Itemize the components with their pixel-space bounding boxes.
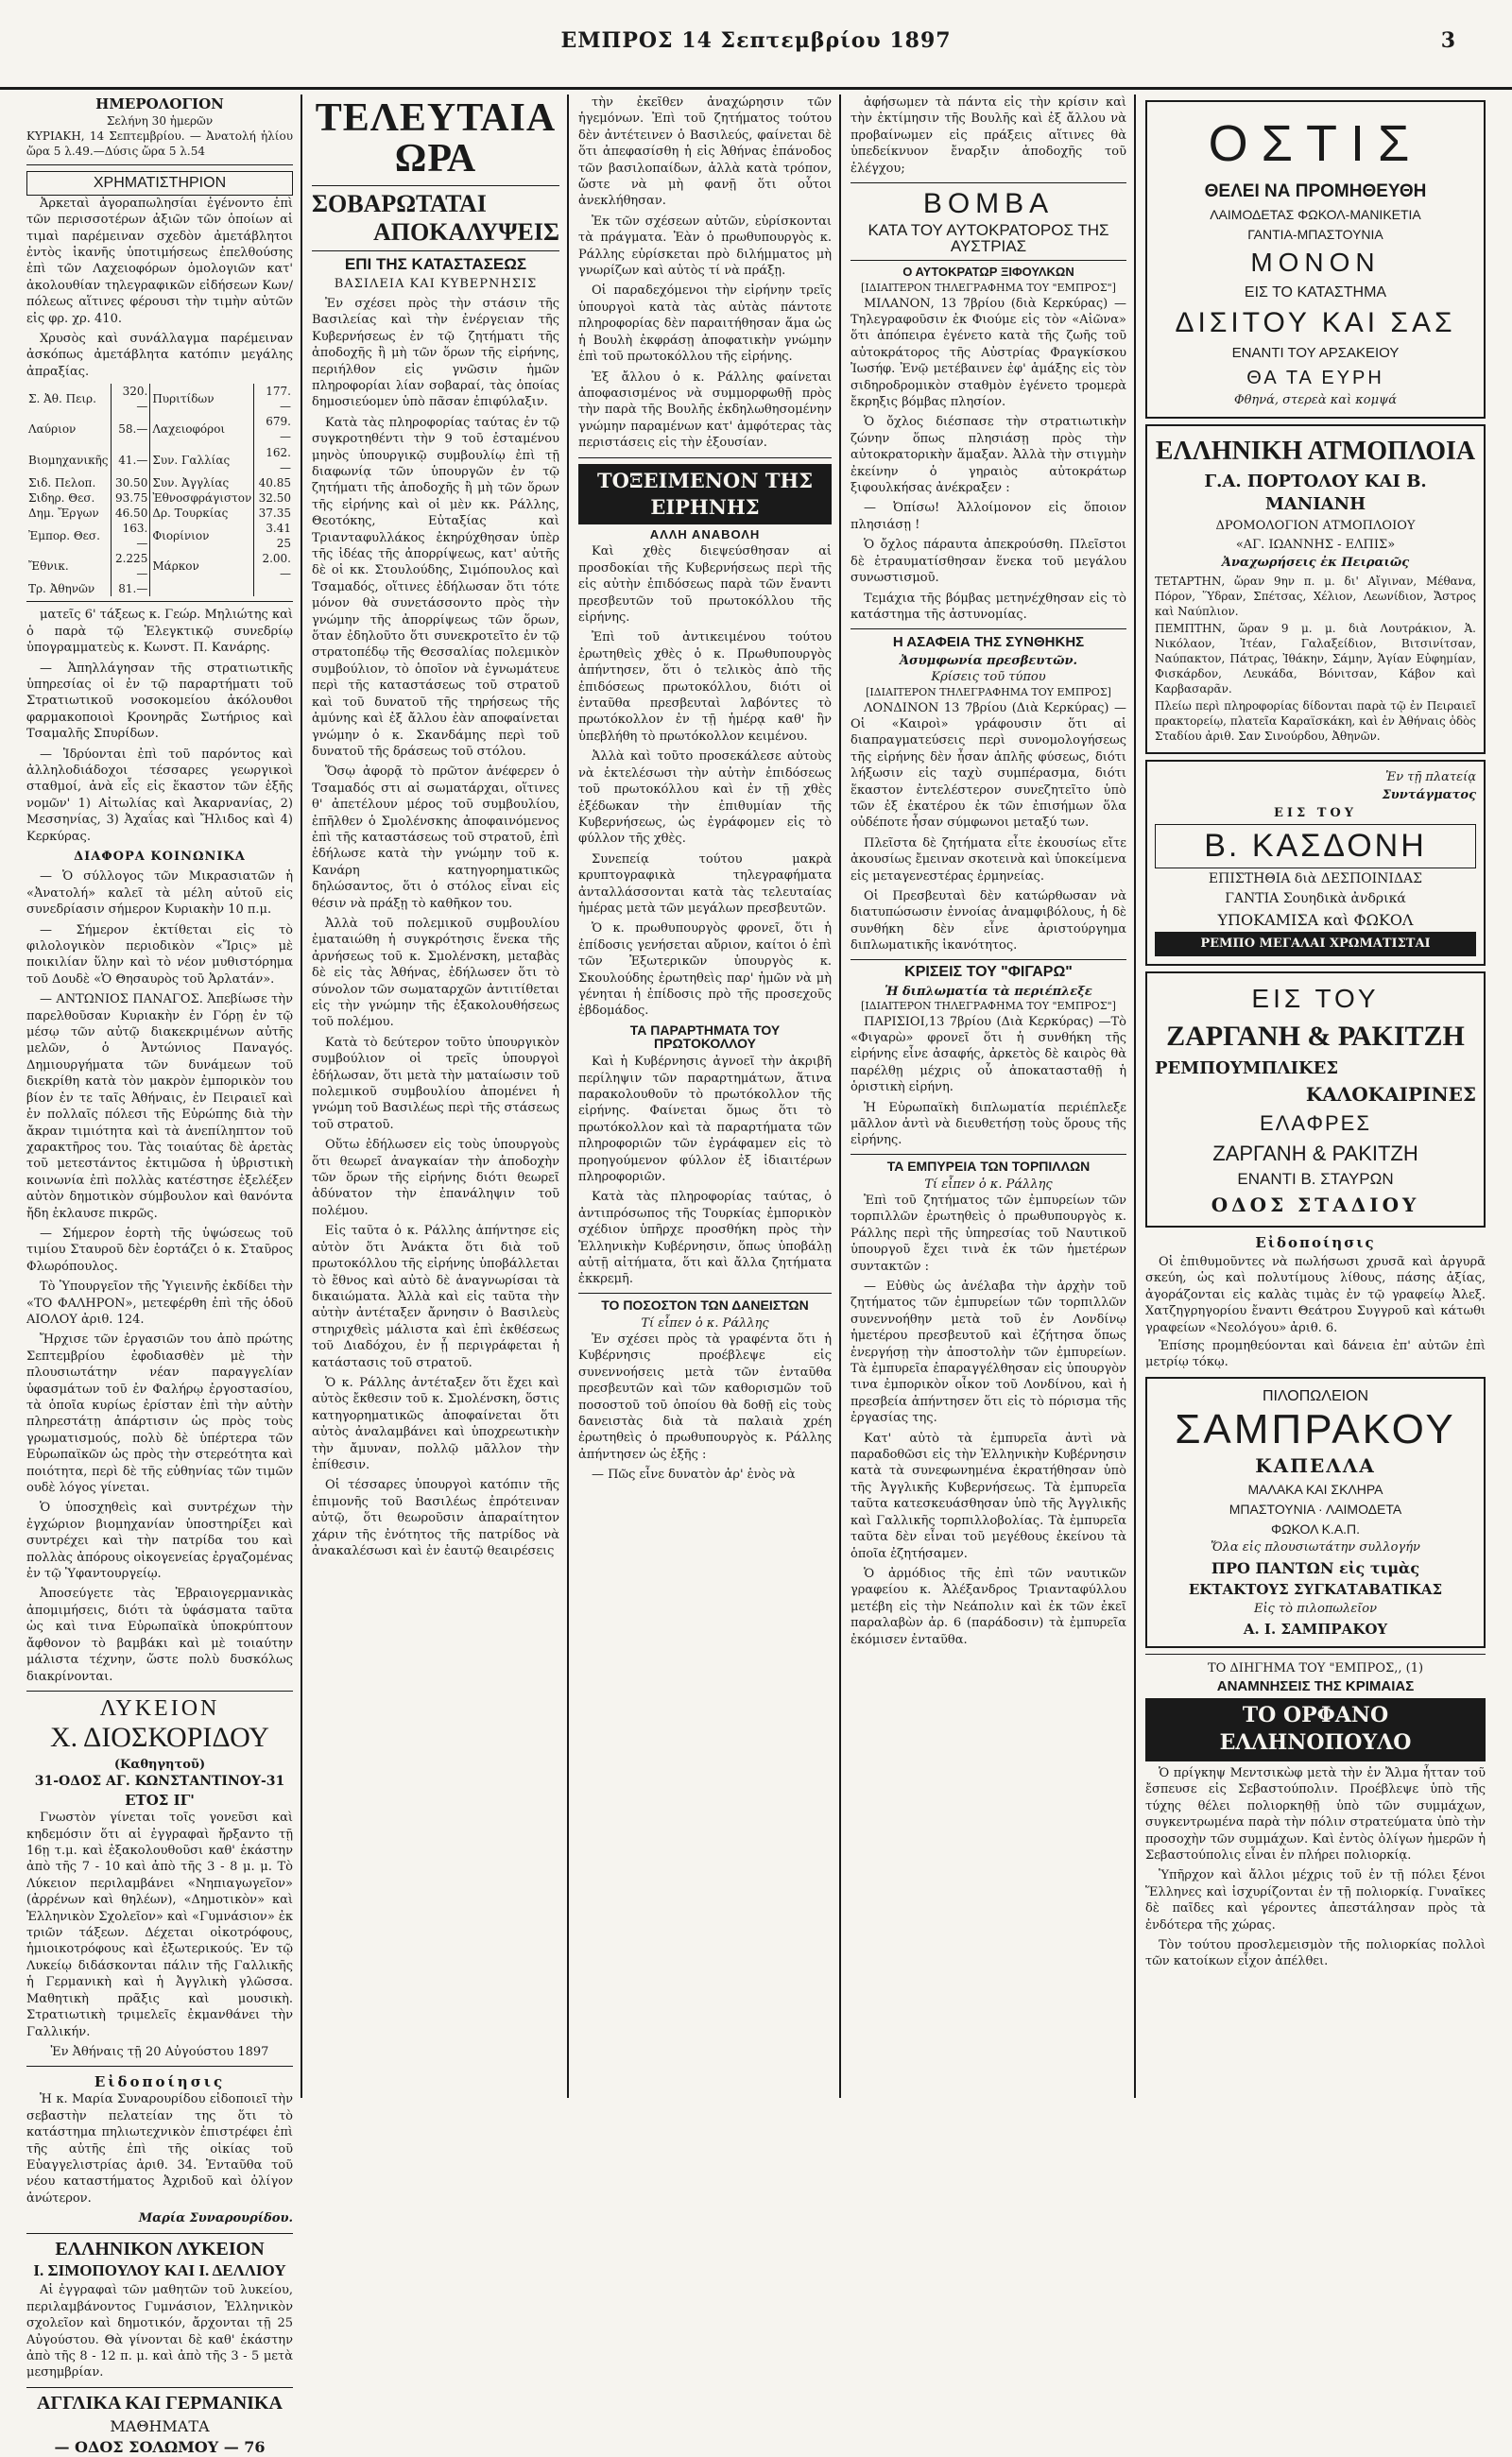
exchange-price: 320.—	[111, 384, 150, 414]
lyceum-text: Γνωστὸν γίνεται τοῖς γονεῦσι καὶ κηδεμόσιν ὅτι αἱ ἐγγραφαὶ ἤρξαντο τῇ 16ῃ τ.μ. καὶ ἐξακολουθοῦσι καθ' ἑκάστην ἀπὸ τῆς 7 - 10 καὶ ἀπὸ τῆς 3 - 8 μ. μ. Τὸ Λύκειον περιλαμβάνει «Νηπιαγωγεῖον» (ἀρρένων καὶ θηλέων), «Δημοτικὸν» καὶ Ἑλληνικὸν Σχολεῖον» καὶ «Γυμνάσιον» ἐκ τριῶν τάξεων. Δέχεται οἰκοτρόφους, ἡμιοικοτρόφους καὶ ἐξωτερικούς. Ἐν τῷ Λυκείῳ διδάσκονται πάλιν τῆς Γαλλικῆς ἡ Γερμανικὴ καὶ ἡ Ἀγγλικὴ γλῶσσα. Μαθητικὴ πρᾶξις καὶ μουσικὴ. Στρατιωτικὴ τριμελεῖς ἐκμανθάνει τὴν Γαλλικήν.	[26, 1811, 294, 2039]
exchange-security: Δρ. Τουρκίας	[150, 506, 254, 521]
exchange-after: ματεῖς 6' τάξεως κ. Γεώρ. Μηλιώτης καὶ ὁ παρὰ τῷ Ἐλεγκτικῷ συνεδρίῳ ὑπογραμματεὺς κ. Κωνστ. Π. Κανάρης.	[26, 608, 293, 656]
osti-l10: Φθηνά, στερεὰ καὶ κομψά	[1233, 393, 1398, 408]
figaro-heading: ΚΡΙΣΕΙΣ ΤΟΥ "ΦΙΓΑΡΩ"	[904, 963, 1073, 980]
samprakou-l8: ΠΡΟ ΠΑΝΤΩΝ εἰς τιμὰς	[1211, 1558, 1420, 1577]
col3-para-4: Ἐξ ἄλλου ὁ κ. Ράλλης φαίνεται ἀποφασισμένος νὰ συμμορφωθῇ πρὸς τὴν παρὰ τῆς Βουλῆς ἐκδηλωθησομένην γνώμην παραμένων κατ' ἀμφότερας τὰς περιστάσεις εἰς τὴν ἐξουσίαν.	[578, 369, 832, 451]
peace-text-heading: ΤΟΞΕΙΜΕΝΟΝ ΤΗΣ ΕΙΡΗΝΗΣ	[578, 464, 832, 524]
ship-l3: ΔΡΟΜΟΛΟΓΙΟΝ ΑΤΜΟΠΛΟΙΟΥ	[1215, 519, 1416, 534]
osti-l7: ΔΙΣΙΤΟΥ ΚΑΙ ΣΑΣ	[1175, 307, 1456, 339]
exchange-security: Συν. Ἀγγλίας	[150, 475, 254, 490]
zargani-l8: ΟΔΟΣ ΣΤΑΔΙΟΥ	[1211, 1193, 1420, 1216]
exchange-price: 93.75	[111, 490, 150, 506]
lyceum-year: ΕΤΟΣ ΙΓ'	[125, 1792, 195, 1810]
exchange-price: 3.41 25	[266, 521, 291, 551]
creditors-heading: ΤΟ ΠΟΣΟΣΤΟΝ ΤΩΝ ΔΑΝΕΙΣΤΩΝ	[601, 1297, 809, 1313]
samprakou-l11: Α. Ι. ΣΑΜΠΡΑΚΟΥ	[1243, 1620, 1388, 1638]
lyceum-title: ΛΥΚΕΙΟΝ	[99, 1695, 220, 1721]
almanac-moon: Σελήνη 30 ἡμερῶν	[106, 114, 214, 129]
serious-heading: ΣΟΒΑΡΩΤΑΤΑΙ	[312, 189, 487, 217]
col3-para2-2: Ἐπὶ τοῦ ἀντικειμένου τούτου ἐρωτηθεὶς χθὲς ὁ κ. Πρωθυπουργὸς ἀπήντησεν, ὅτι ὁ τελικὸς ἀπὸ τῆς ἐπιδόσεως πρωτοκόλλου, διότι οἱ ἐνταῦθα πρεσβευταὶ λαβόντες τὸ πρωτόκολλον ἐν τῇ ἡμέρᾳ καθ' ἣν ὑπεβλήθη τὸ πρωτόκολλον κειμένου.	[578, 630, 832, 744]
exchange-security: Ἐμπορ. Θεσ.	[26, 521, 111, 551]
exchange-security: Ἐθνοσφράγιστον	[150, 490, 254, 506]
exchange-security: Φιορίνιον	[150, 521, 254, 551]
exchange-security: Συν. Γαλλίας	[150, 445, 254, 475]
osti-l6: ΕΙΣ ΤΟ ΚΑΤΑΣΤΗΜΑ	[1244, 284, 1387, 301]
diafora-heading: ΔΙΑΦΟΡΑ ΚΟΙΝΩΝΙΚΑ	[74, 850, 246, 865]
ship-text-3: Πλείω περὶ πληροφορίας δίδονται παρὰ τῷ ἐν Πειραιεῖ πρακτορείῳ, πλατεῖα Καραϊσκάκη, καὶ ἐν Ἀθήναις ὁδὸς Σταδίου ἀριθ. Σαν Σινούρδου, Ἀθηνῶν.	[1155, 699, 1476, 744]
kasdoni-l1: Ἐν τῇ πλατείᾳ	[1385, 769, 1476, 784]
col3-para-3: Οἱ παραδεχόμενοι τὴν εἰρήνην τρεῖς ὑπουργοὶ κατὰ τὰς αὐτὰς πάντοτε πληροφορίας δὲν παραιτήθησαν ἅμα ὡς ἡ Βουλὴ ἐκφράσῃ ἀποφατικὴν γνώμην ἐπὶ τοῦ πρωτοκόλλου τῆς εἰρήνης.	[578, 284, 832, 365]
col2-para-4: Ἀλλὰ τοῦ πολεμικοῦ συμβουλίου ἐματαιώθη ἡ συγκρότησις ἕνεκα τῆς ἀρνήσεως τοῦ κ. Σμολένσκη, μεταβὰς δὲ εἰς τὰς Ἀθήνας, ἐδήλωσεν ὅτι τὸ σύνολον τῶν σωματαρχῶν ἀντιτίθεται εἰς τὴν γνώμην τῆς ἐξακολουθήσεως τοῦ πολέμου.	[312, 916, 559, 1030]
lyceum2-text: Αἱ ἐγγραφαὶ τῶν μαθητῶν τοῦ λυκείου, περιλαμβάνοντος Γυμνάσιον, Ἑλληνικὸν σχολεῖον καὶ δημοτικόν, ἄρχονται τῇ 25 Αὐγούστου. Θὰ γίνονται δὲ καθ' ἑκάστην ἀπὸ τῆς 8 - 12 π. μ. καὶ ἀπὸ τῆς 3 - 5 μετὰ μεσημβρίαν.	[26, 2283, 293, 2380]
story-kicker: ΤΟ ΔΙΗΓΗΜΑ ΤΟΥ "ΕΜΠΡΟΣ,, (1)	[1207, 1660, 1424, 1675]
column-5-ads	[1138, 94, 1493, 2098]
samprakou-l4: ΜΑΛΑΚΑ ΚΑΙ ΣΚΛΗΡΑ	[1247, 1482, 1383, 1498]
notice-sign: Μαρία Συναρουρίδου.	[138, 2211, 293, 2226]
torpedo-heading: ΤΑ ΕΜΠΥΡΕΙΑ ΤΩΝ ΤΟΡΠΙΛΛΩΝ	[886, 1158, 1091, 1174]
ad-kasdoni	[1145, 760, 1486, 966]
col3-para2-3: Ἀλλὰ καὶ τοῦτο προσεκάλεσε αὐτοὺς νὰ ἐκτελέσωσι τὴν αὐτὴν ἐπιδόσεως τοῦ πρωτοκόλλου καὶ ἐν τῇ χθὲς ἐξέδωκαν τὴν ἐπιθυμίαν τῆς Κυβερνήσεως, ὡς ἐγράφομεν εἰς τὸ φύλλον τῆς χθὲς.	[578, 749, 832, 847]
exchange-gold: Χρυσὸς καὶ συνάλλαγμα παρέμειναν ἀσκόπως ἀμετάβλητα κατόπιν μεγάλης ἀπραξίας.	[26, 332, 293, 379]
exchange-security: Βιομηχανικῆς	[26, 445, 111, 475]
exchange-security: Σ. Ἀθ. Πειρ.	[26, 384, 111, 414]
zargani-l4: ΚΑΛΟΚΑΙΡΙΝΕΣ	[1305, 1083, 1476, 1107]
col3-para4-1: Ἐν σχέσει πρὸς τὰ γραφέντα ὅτι ἡ Κυβέρνησις προέβλεψε εἰς συνεννοήσεις μετὰ τῶν ἐνταῦθα πρεσβευτῶν καὶ τῶν καθορισμῶν τοῦ ποσοστοῦ τοῦ ὁποίου θὰ δοθῇ εἰς τοὺς δανειστὰς διὰ τὰ παλαιὰ χρέη ἐρωτηθεὶς ὁ πρωθυπουργὸς κ. Ράλλης ἀπήντησεν ὡς ἑξῆς :	[578, 1332, 832, 1462]
exchange-intro: Ἀρκεταὶ ἀγοραπωλησίαι ἐγένοντο ἐπὶ τῶν περισσοτέρων ἀξιῶν τῶν ὁποίων αἱ τιμαὶ παρέμειναν σχεδὸν ἀμετάβλητοι ἐντὸς ἱκανῆς ὑποτιμήσεως ἐπελθούσης ἐπὶ τῶν Λαχειοφόρων ὁμολογιῶν κατ' ἀκολουθίαν τηλεγραφικῶν εἰδήσεων Κων/πόλεως αἵτινες φέρουσι τὴν τιμὴν αὐτῶν εἰς φρ. χρ. 410.	[26, 196, 293, 326]
column-2	[304, 94, 569, 2098]
col3-para3-2: Κατὰ τὰς πληροφορίας ταύτας, ὁ ἀντιπρόσωπος τῆς Τουρκίας ἐμπορικὸν σχέδιον ὑπῆρχε προσθήκη πρὸς τὴν Ἑλληνικὴν Κυβέρνησιν, ὅπως ὑποβάλῃ αὐτῇ αἰτήματα, ὅτι καὶ ἄλλα ζητήματα ἐκκρεμῆ.	[578, 1190, 832, 1287]
exchange-security: Πυριτίδων	[150, 384, 254, 414]
exchange-price: 40.85	[258, 475, 291, 490]
annexes-heading: ΤΑ ΠΑΡΑΡΤΗΜΑΤΑ ΤΟΥ ΠΡΩΤΟΚΟΛΛΟΥ	[629, 1022, 781, 1052]
col3-para2-4: Συνεπείᾳ τούτου μακρὰ κρυπτογραφικὰ τηλεγραφήματα ἀνταλλάσσονται κατὰ τὰς τελευταίας ἡμέρας μετὰ τῶν μεγάλων πρεσβευτῶν.	[578, 851, 832, 916]
samprakou-l1: ΠΙΛΟΠΩΛΕΙΟΝ	[1262, 1387, 1369, 1404]
figaro-sub: Ἡ διπλωματία τὰ περιέπλεξε	[885, 984, 1092, 999]
ship-l5: Ἀναχωρήσεις ἐκ Πειραιῶς	[1221, 556, 1410, 571]
exchange-price: 163.—	[111, 521, 150, 551]
exchange-security: Λαύριον	[26, 414, 111, 444]
col3-para4-2: — Πῶς εἶνε δυνατὸν ἀρ' ἑνὸς νὰ	[592, 1468, 796, 1483]
diafora-para-7: Ὁ ὑποσχηθεὶς καὶ συντρέχων τὴν ἐγχώριον βιομηχανίαν ὑποστηρίξει καὶ συντρέχει καὶ τὴν πατρίδα του καὶ πολλὰς ἀπόρους οἰκογενείας ἐργαζομένας ἐν τῷ Ὑφαντουργείῳ.	[26, 1501, 293, 1582]
exchange-row	[26, 551, 293, 581]
bomb-heading: ΒΟΜΒΑ	[922, 188, 1055, 220]
osti-l9: ΘΑ ΤΑ ΕΥΡΗ	[1246, 367, 1384, 388]
zargani-l1: ΕΙΣ ΤΟΥ	[1251, 983, 1380, 1013]
delay-heading: ΑΛΛΗ ΑΝΑΒΟΛΗ	[649, 526, 761, 541]
col3-para2-5: Ὁ κ. πρωθυπουργὸς φρονεῖ, ὅτι ἡ ἐπίδοσις γενήσεται αὔριον, καίτοι ὁ ἐπὶ τῶν Ἐξωτερικῶν ὑπουργὸς κ. Σκουλούδης ἐρωτηθεὶς παρ' ἡμῶν νὰ μὴ γένηται ἡ ἐπίδοσις πρὸ τῆς προσεχοῦς ἑβδομάδος.	[578, 921, 832, 1019]
samprakou-l7: Ὅλα εἰς πλουσιωτάτην συλλογήν	[1211, 1540, 1420, 1555]
col4-para4-3: Κατ' αὐτὸ τὰ ἐμπυρεῖα ἀντὶ νὰ παραδοθῶσι εἰς τὴν Ἑλληνικὴν Κυβέρνησιν κατὰ τὰ συνεφωνημένα ἐκρατήθησαν ὑπὸ τῆς Ἀγγλικῆς Κυβερνήσεως. Τὰ ἐμπυρεῖα ταῦτα κατεσκευάσθησαν ὑπὸ τῆς Ἀγγλικῆς καὶ Γαλλικῆς τορπιλλοβολίας. Τὰ ἐμπυρεῖα ταῦτα δὲν εἶναι τοῦ μεγέθους ἐκείνου τὰ ὁποῖα ἐζητήσαμεν.	[850, 1431, 1126, 1561]
ad-gold-notice	[1145, 1233, 1486, 1371]
lyceum-role: (Καθηγητοῦ)	[113, 1757, 206, 1772]
col4-para2-2: Πλεῖστα δὲ ζητήματα εἶτε ἐκουσίως εἴτε ἀκουσίως ἔμειναν σκοτεινὰ καὶ ὑποκείμενα εἰς μεταγενεστέρας ἑρμηνείας.	[850, 835, 1126, 884]
kasdoni-l8: ΡΕΜΠΟ ΜΕΓΑΛΑΙ ΧΡΩΜΑΤΙΣΤΑΙ	[1155, 932, 1476, 955]
osti-l4: ΓΑΝΤΙΑ-ΜΠΑΣΤΟΥΝΙΑ	[1247, 226, 1383, 242]
diafora-para-5: Τὸ Ὑπουργεῖον τῆς Ὑγιεινῆς ἐκδίδει τὴν «ΤΟ ΦΑΛΗΡΟΝ», μετεφέρθη ἐπὶ τῆς ὁδοῦ ΑΙΟΛΟΥ ἀριθ. 124.	[26, 1280, 293, 1327]
samprakou-l3: ΚΑΠΕΛΛΑ	[1255, 1454, 1376, 1478]
ship-l2: Γ.Α. ΠΟΡΤΟΛΟΥ ΚΑΙ Β. ΜΑΝΙΑΝΗ	[1204, 472, 1427, 515]
story-para-3: Τὸν τούτου προσλεμεισμὸν τῆς πολιορκίας πολλοὶ τῶν κατοίκων εἶχον ἀπέλθει.	[1145, 1937, 1486, 1969]
exchange-price: 58.—	[111, 414, 150, 444]
diafora-para-6: Ἤρχισε τῶν ἐργασιῶν του ἀπὸ πρώτης Σεπτεμβρίου ἐφοδιασθὲν μὲ τὴν πλουσιωτάτην νέαν παραγγελίαν ὑφασμάτων τοῦ ἐν Φαλήρῳ ἐργοστασίου, τὰ ὁποῖα κυρίως ἐρίσταν ἐπὶ τὴν αὐτὴν πληρεστάτῃ ἀπάρτισιν ὡς πρὸς τοὺς γρωματισμούς, πολὺ δὲ ὑπέρτερα τῶν Εὐρωπαϊκῶν ὡς πρὸς τὴν στερεότητα καὶ ποιότητα, περὶ δὲ τῆς εὐθηνίας τῶν τιμῶν ουδὲ λόγος γίνεται.	[26, 1332, 293, 1496]
exchange-price: 81.—	[111, 581, 150, 596]
osti-l5: ΜΟΝΟΝ	[1250, 248, 1381, 278]
ad-steamship	[1145, 424, 1486, 754]
ship-text-1: ΤΕΤΑΡΤΗΝ, ὥραν 9ην π. μ. δι' Αἴγιναν, Μέθανα, Πόρον, Ὕδραν, Σπέτσας, Χέλιον, Λεωνίδιον, Ἄστρος καὶ Ναύπλιον.	[1155, 574, 1476, 618]
kasdoni-l2: Συντάγματος	[1382, 787, 1476, 802]
zargani-l3: ΡΕΜΠΟΥΜΠΛΙΚΕΣ	[1155, 1058, 1339, 1079]
samprakou-l10: Εἰς τὸ πιλοπωλεῖον	[1253, 1602, 1378, 1617]
treaty-tag: [ΙΔΙΑΙΤΕΡΟΝ ΤΗΛΕΓΡΑΦΗΜΑ ΤΟΥ ΕΜΠΡΟΣ]	[866, 685, 1111, 698]
exchange-price: 2.225—	[111, 551, 150, 581]
diafora-para-2: — Σήμερον ἐκτίθεται εἰς τὸ φιλολογικὸν περιοδικὸν «Ἴρις» μὲ ποικιλίαν ὕλην καὶ τὸ νέον μυθιστόρημα τοῦ Δουδὲ «Ὁ Θησαυρὸς τοῦ Ἀρλατάν».	[26, 922, 293, 987]
last-hour-heading: ΤΕΛΕΥΤΑΙΑ ΩΡΑ	[315, 96, 557, 180]
column-3	[571, 94, 841, 2098]
exchange-security: Σιδηρ. Θεσ.	[26, 490, 111, 506]
exchange-table	[26, 384, 293, 596]
almanac-heading: ΗΜΕΡΟΛΟΓΙΟΝ	[95, 95, 224, 112]
page-number: 3	[1440, 28, 1455, 53]
osti-title: ΟΣΤΙΣ	[1208, 115, 1423, 172]
ad-zargani	[1145, 971, 1486, 1228]
exchange-security: Ἔθνικ.	[26, 551, 111, 581]
exchange-price	[254, 581, 293, 596]
exchange-row	[26, 581, 293, 596]
col3-para2-1: Καὶ χθὲς διεψεύσθησαν αἱ προσδοκίαι τῆς Κυβερνήσεως περὶ τῆς εἰς αὐτὴν ἐπιδόσεως παρὰ τῶν ἔναντι πρεσβευτῶν τοῦ πρωτοκόλλου τῆς εἰρήνης.	[578, 544, 832, 626]
exchange-para-2: — Ἱδρύονται ἐπὶ τοῦ παρόντος καὶ ἀλληλοδιάδοχοι τέσσαρες γεωργικοὶ σταθμοί, ἀνὰ εἷς εἰς ἕκαστον τῶν ἑξῆς νομῶν' 1) Αἰτωλίας καὶ Ἀκαρνανίας, 2) Μεσσηνίας, 3) Ἀχαΐας καὶ Ἤλιδος καὶ 4) Κερκύρας.	[26, 747, 293, 844]
exchange-security	[150, 581, 254, 596]
col3-para-1: τὴν ἐκεῖθεν ἀναχώρησιν τῶν ἡγεμόνων. Ἐπὶ τοῦ ζητήματος τούτου δὲν ἀντέτεινεν ὁ Βασιλεύς, φαίνεται δὲ ὅτι ἀπεφασίσθη ἡ εἰς Ἀθήνας ἐπάνοδος τῶν βασιλοπαίδων, ἀλλὰ κατὰ τρόπον, ὥστε νὰ μὴ φανῇ ὅτι οὗτοι ἀνεκλήθησαν.	[578, 95, 832, 209]
kasdoni-l5: ΕΠΙΣΤΗΘΙΑ διὰ ΔΕΣΠΟΙΝΙΔΑΣ	[1208, 871, 1423, 887]
ship-l1: ΕΛΛΗΝΙΚΗ ΑΤΜΟΠΛΟΙΑ	[1155, 436, 1476, 466]
exchange-price: 177.—	[266, 385, 291, 414]
samprakou-l6: ΦΩΚΟΛ Κ.Α.Π.	[1270, 1521, 1361, 1537]
notice-text: Ἡ κ. Μαρία Συναρουρίδου εἰδοποιεῖ τὴν σεβαστὴν πελατείαν της ὅτι τὸ κατάστημα πηλιωτεχνικὸν ἐπιστρέφει ἐπὶ τῆς αὐτῆς ἐπὶ τῆς οἰκίας τοῦ Εὐαγγελιστρίας ἀριθ. 34. Ἐνταῦθα τοῦ νέου καταστήματος Ἀχριδοῦ καὶ ὀλίγον ἀνώτερον.	[26, 2092, 293, 2206]
english-sub: ΜΑΘΗΜΑΤΑ	[110, 2417, 210, 2436]
exchange-price: 679.—	[266, 415, 291, 444]
exchange-heading: ΧΡΗΜΑΤΙΣΤΗΡΙΟΝ	[26, 171, 293, 195]
samprakou-l5: ΜΠΑΣΤΟΥΝΙΑ · ΛΑΙΜΟΔΕΤΑ	[1228, 1501, 1402, 1517]
osti-l3: ΛΑΙΜΟΔΕΤΑΣ ΦΩΚΟΛ-ΜΑΝΙΚΕΤΙΑ	[1210, 206, 1421, 222]
zargani-l5: ΕΛΑΦΡΕΣ	[1260, 1111, 1371, 1136]
bomb-sub-heading: ΚΑΤΑ ΤΟΥ ΑΥΤΟΚΡΑΤΟΡΟΣ ΤΗΣ ΑΥΣΤΡΙΑΣ	[868, 220, 1109, 256]
bomb-tag: [ΙΔΙΑΙΤΕΡΟΝ ΤΗΛΕΓΡΑΦΗΜΑ ΤΟΥ "ΕΜΠΡΟΣ"]	[861, 281, 1116, 294]
treaty-heading: Η ΑΣΑΦΕΙΑ ΤΗΣ ΣΥΝΘΗΚΗΣ	[892, 634, 1085, 651]
gold-notice-text: Οἱ ἐπιθυμοῦντες νὰ πωλήσωσι χρυσᾶ καὶ ἀργυρᾶ σκεύη, ὡς καὶ πολυτίμους λίθους, πάσης ἀξίας, ἀγοράζονται εἰς καλὰς τιμὰς ἐν τῷ γραφείῳ Ἀλεξ. Χατζηγρηγορίου ἔναντι Θεάτρου Συγγροῦ καὶ κάτωθι γραφείων «Νεολόγου» ἀριθ. 6.	[1145, 1254, 1486, 1335]
col2-para-9: Οἱ τέσσαρες ὑπουργοὶ κατόπιν τῆς ἐπιμονῆς τοῦ Βασιλέως ἐπρότειναν αὐτῷ, ὅτι θεωροῦσιν ἀπαραίτητον χάριν τῆς ἐνότητος τῆς πατρίδος νὰ ἀνακαλέσωσι καὶ ἐν ἑαυτῷ θεαιρέσεις	[312, 1478, 559, 1558]
col4-para-0: ἀφήσωμεν τὰ πάντα εἰς τὴν κρίσιν καὶ τὴν ἐκτίμησιν τῆς Βουλῆς καὶ ἐξ ἄλλου νὰ προβαίνωμεν εἰς πράξεις αἵτινες θὰ ὑπεδείκνυον ἔναρξιν ἀποδοχῆς τοῦ ἐλέγχου;	[850, 95, 1126, 176]
diafora-para-8: Ἀποσεύγετε τὰς Ἑβραιογερμανικὰς ἀπομιμήσεις, διότι τὰ ὑφάσματα ταῦτα ὡς καὶ τινα Εὐρωπαϊκὰ ὑποκρύπτουν ἄφθονον τὸ βαμβάκι καὶ μὲ τοιαύτην μάλιστα τέχνην, ὥστε πολὺ δυσκόλως διακρίνονται.	[26, 1587, 293, 1684]
lyceum-date: Ἐν Ἀθήναις τῇ 20 Αὐγούστου 1897	[50, 2044, 269, 2059]
torpedo-sub: Τί εἶπεν ὁ κ. Ράλλης	[924, 1177, 1053, 1192]
exchange-security: Σιδ. Πελοπ.	[26, 475, 111, 490]
exchange-price: 2.00.—	[262, 552, 291, 581]
samprakou-l9: ΕΚΤΑΚΤΟΥΣ ΣΥΓΚΑΤΑΒΑΤΙΚΑΣ	[1188, 1581, 1443, 1599]
treaty-sub-1: Ἀσυμφωνία πρεσβευτῶν.	[899, 654, 1078, 669]
gold-notice-text-2: Ἐπίσης προμηθεύονται καὶ δάνεια ἐπ' αὐτῶν ἐπὶ μετρίῳ τόκῳ.	[1145, 1338, 1486, 1370]
exchange-row	[26, 445, 293, 475]
col2-para-1: Ἐν σχέσει πρὸς τὴν στάσιν τῆς Βασιλείας καὶ τὴν ἐνέργειαν τῆς Κυβερνήσεως ἐν τῷ ζητήματι τῆς ἀποδοχῆς ἢ μὴ τῶν ὅρων τῆς εἰρήνης, περιήλθον εἰς γνῶσιν ἡμῶν πληροφορίαι λίαν σοβαραί, τὰς ὁποίας δημοσιεύομεν ὑπὸ πᾶσαν ἐπιφύλαξιν.	[312, 296, 559, 410]
exchange-price: 30.50	[111, 475, 150, 490]
exchange-price: 46.50	[111, 506, 150, 521]
col4-para-end: Ὁ ἀρμόδιος τῆς ἐπὶ τῶν ναυτικῶν γραφείου κ. Ἀλέξανδρος Τριανταφύλλου μετέβη εἰς τὴν Νεάπολιν καὶ ἐκ τῶν ἐκεῖ παραλαβὼν ἀρ. 6 (παράδοσιν) τὰ ἐμπυρεῖα ἐκόμισεν ἐνταῦθα.	[850, 1566, 1126, 1647]
monarchy-heading: ΒΑΣΙΛΕΙΑ ΚΑΙ ΚΥΒΕΡΝΗΣΙΣ	[334, 276, 538, 291]
exchange-para-1: — Ἀπηλλάγησαν τῆς στρατιωτικῆς ὑπηρεσίας οἱ ἐν τῷ παραρτήματι τοῦ Στρατιωτικοῦ νοσοκομείου ἀκόλουθοι φαρμακοποιοὶ Κρονηρᾶς Σωτήριος καὶ Τσαμαλῆς Σπυρίδων.	[26, 661, 293, 742]
col2-para-6: Οὕτω ἐδήλωσεν εἰς τοὺς ὑπουργοὺς ὅτι θεωρεῖ ἀναγκαίαν τὴν ἀποδοχὴν τῶν ὅρων τῆς εἰρήνης διότι θεωρεῖ ἀδύνατον τὴν ἐπανάληψιν τοῦ πολέμου.	[312, 1138, 559, 1218]
exchange-price: 162.—	[266, 445, 291, 474]
story-heading: ΑΝΑΜΝΗΣΕΙΣ ΤΗΣ ΚΡΙΜΑΙΑΣ	[1216, 1678, 1415, 1695]
column-1	[19, 94, 302, 2456]
ship-text-2: ΠΕΜΠΤΗΝ, ὥραν 9 μ. μ. διὰ Λουτράκιον, Ἁ. Νικόλαον, Ἰτέαν, Γαλαξείδιον, Βιτσινίτσαν, Ναύπακτον, Πάτρας, Ἰθάκην, Σάμην, Ἁγίαν Εὐφημίαν, Φισκάρδον, Λευκάδα, Βόνιτσαν, Κάβον καὶ Καρβασαρᾶν.	[1155, 621, 1476, 696]
col3-para-2: Ἐκ τῶν σχέσεων αὐτῶν, εὑρίσκονται τὰ πράγματα. Ἐὰν ὁ πρωθυπουργὸς κ. Ράλλης εὑρίσκεται πρὸ διλήμματος μὴ γνωρίζων καὶ αὐτὸς τί νὰ πράξῃ.	[578, 214, 832, 279]
kasdoni-l3: ΕΙΣ ΤΟΥ	[1274, 806, 1357, 821]
diafora-para-1: — Ὁ σύλλογος τῶν Μικρασιατῶν ἡ «Ἀνατολή» καλεῖ τὰ μέλη αὐτοῦ εἰς συνεδρίασιν σήμερον Κυριακὴν 10 π.μ.	[26, 869, 293, 918]
exchange-row	[26, 521, 293, 551]
exchange-security: Λαχειοφόροι	[150, 414, 254, 444]
col4-para-2: Ὁ ὄχλος διέσπασε τὴν στρατιωτικὴν ζώνην ὅπως πλησιάσῃ πρὸς τὴν αὐτοκρατορικὴν ἅμαξαν. Ἀλλὰ τὴν στιγμὴν ἐκείνην ὁ γηραιὸς αὐτοκράτωρ ξιφουλκήσας ἀνέκραξεν :	[850, 415, 1126, 496]
english-address: — ΟΔΟΣ ΣΟΛΩΜΟΥ — 76	[54, 2437, 266, 2456]
col4-para4-1: Ἐπὶ τοῦ ζητήματος τῶν ἐμπυρείων τῶν τορπιλλῶν ἐρωτηθεὶς ὁ πρωθυπουργὸς κ. Ράλλης περὶ τῆς ὑπηρεσίας τοῦ Ναυτικοῦ ὑπουργοῦ ἔχει τινὰ ἐκ τῶν ἡμετέρων συντακτῶν :	[850, 1193, 1126, 1274]
lyceum2-name: Ι. ΣΙΜΟΠΟΥΛΟΥ ΚΑΙ Ι. ΔΕΛΛΙΟΥ	[33, 2261, 286, 2280]
story-para-2: Ὑπῆρχον καὶ ἄλλοι μέχρις τοῦ ἐν τῇ πόλει ξένοι Ἕλληνες καὶ ἰσχυρίζονται ἐν τῇ πολιορκίᾳ. Γυναῖκες δὲ παῖδες καὶ γέροντες ἀπεστάλησαν πρὸς τὰ ἐνδότερα τῆς χώρας.	[1145, 1868, 1486, 1933]
zargani-l2: ΖΑΡΓΑΝΗ & ΡΑΚΙΤΖΗ	[1166, 1021, 1465, 1053]
creditors-sub: Τί εἶπεν ὁ κ. Ράλλης	[641, 1315, 769, 1331]
story-para-1: Ὁ πρίγκηψ Μεντσικὼφ μετὰ τὴν ἐν Ἄλμα ἧτταν τοῦ ἔσπευσε εἰς Σεβαστούπολιν. Προέβλεψε ὑπὸ τῆς τύχης θέλει πολιορκηθῇ ὑπὸ τῶν συμμάχων, συγκεντρωμένα παρὰ τὴν πόλιν στρατεύματα ὑπὸ τὴν προσοχὴν τῶν συμμάχων. Καὶ ἐντὸς ὀλίγων ἡμερῶν ἡ Σεβαστούπολις εἶναι ἐν πλήρει πολιορκίᾳ.	[1145, 1765, 1486, 1863]
col2-para-8: Ὁ κ. Ράλλης ἀντέταξεν ὅτι ἔχει καὶ αὐτὸς ἔκθεσιν τοῦ κ. Σμολένσκη, ὅστις κατηγορηματικῶς ἀποφαίνεται ὅτι αὐτὸς ἀναλαμβάνει καὶ ὑποχρεωτικὴν τὴν ἄμυναν, πολλῷ μᾶλλον τὴν ἐπίθεσιν.	[312, 1375, 559, 1472]
zargani-l7: ΕΝΑΝΤΙ Β. ΣΤΑΥΡΩΝ	[1237, 1170, 1394, 1189]
col4-para-4: Ὁ ὄχλος πάραυτα ἀπεκρούσθη. Πλεῖστοι δὲ ἐτραυματίσθησαν ἕνεκα τοῦ μεγάλου συνωστισμοῦ.	[850, 538, 1126, 586]
treaty-sub-2: Κρίσεις τοῦ τύπου	[931, 670, 1046, 685]
osti-l8: ΕΝΑΝΤΙ ΤΟΥ ΑΡΣΑΚΕΙΟΥ	[1231, 345, 1400, 362]
notice-heading: Εἰδοποίησις	[94, 2073, 226, 2091]
col4-para-5: Τεμάχια τῆς βόμβας μετηνέχθησαν εἰς τὸ κατάστημα τῆς ἀστυνομίας.	[850, 591, 1126, 622]
col2-para-5: Κατὰ τὸ δεύτερον τοῦτο ὑπουργικὸν συμβούλιον οἱ τρεῖς ὑπουργοὶ ἐδήλωσαν, ὅτι μετὰ τὴν ματαίωσιν τοῦ πολεμικοῦ συμβουλίου ἀπομένει ἡ γνώμη τοῦ Βασιλέως περὶ τῆς στάσεως τοῦ στρατοῦ.	[312, 1035, 559, 1132]
gold-notice-heading: Εἰδοποίησις	[1255, 1233, 1376, 1251]
english-title: ΑΓΓΛΙΚΑ ΚΑΙ ΓΕΡΜΑΝΙΚΑ	[37, 2392, 283, 2414]
situation-heading: ΕΠΙ ΤΗΣ ΚΑΤΑΣΤΑΣΕΩΣ	[344, 254, 527, 273]
col2-para-3: Ὅσῳ ἀφορᾷ τὸ πρῶτον ἀνέφερεν ὁ Τσαμαδός στι αἱ σωματάρχαι, οἵτινες θ' ἀπετέλουν μέρος τοῦ συμβουλίου, ἐπῆλθεν ὁ Σμολένσκης ἀποφαινόμενος ἐπὶ τῆς καταστάσεως τοῦ στρατοῦ, ἐπὶ ἐδήλωσε κατὰ τὴν γνώμην τοῦ κ. Κανάρη κατηγορηματικῶς δηλώσαντος, ὅτι ὁ στόλος εἶναι εἰς θέσιν νὰ πράξῃ τὸ καθῆκον του.	[312, 765, 559, 911]
col4-para-1: ΜΙΛΑΝΟΝ, 13 7βρίου (διὰ Κερκύρας) —Τηλεγραφοῦσιν ἐκ Φιούμε εἰς τὸν «Αἰῶνα» ὅτι ἀπόπειρα ἐγένετο κατὰ τῆς ζωῆς τοῦ αὐτοκράτορος τῆς Αὐστρίας Φραγκίσκου Ἰωσήφ. Ἐνῷ μετέβαινεν ἐφ' ἁμάξης εἰς τὸν σιδηροδρομικὸν σταθμὸν ἐγένετο τρομερὰ ἔκρηξις βόμβας πλησίον.	[850, 296, 1126, 410]
lyceum-name: Χ. ΔΙΟΣΚΟΡΙΔΟΥ	[50, 1722, 269, 1754]
col2-para-2: Κατὰ τὰς πληροφορίας ταύτας ἐν τῷ συγκροτηθέντι τὴν 9 τοῦ ἐσταμένου μηνὸς ὑπουργικῷ συμβουλίῳ ἐπὶ τῇ διαφωνίᾳ τῶν ὑπουργῶν ἐν τῷ ζητήματι τῆς ἀποδοχῆς ἢ μὴ τῶν ὅρων τῆς εἰρήνης καὶ οἱ μὲν κκ. Ράλλης, Θεοτόκης, Εὐταξίας καὶ Τριανταφυλλάκος ἐκηρύχθησαν ὑπὲρ τῆς ἰδέας τῆς ἀπορρίψεως, κατ' αὐτῆς δὲ οἱ κκ. Στουλούδης, Σιμόπουλος καὶ Τσαμαδός, οἵτινες ἐδήλωσαν ὅτι τότε μόνον θὰ συνετάσσοντο πρὸς τὴν γνώμην τῆς ἀπορρίψεως τῶν ὅρων, ὅταν ἐδηλοῦτο ὅτι συνεκροτεῖτο ἐν τῷ στρατοπέδῳ τῆς Θεσσαλίας πολεμικὸν συμβούλιον, τὸ ὁποῖον νὰ ἐγνωμάτευε περὶ τῆς καταστάσεως τοῦ στρατοῦ καὶ τοῦ δυνατοῦ τῆς τηρήσεως τῆς ἀμύνης καὶ ἐξ ἄλλου ἐὰν αποφαίνεται γνώμην ὁ κ. Σκανδάμης περὶ τοῦ δυνατοῦ τῆς δράσεως τοῦ στόλου.	[312, 415, 559, 759]
exchange-row	[26, 384, 293, 414]
column-4	[843, 94, 1136, 2098]
masthead	[0, 0, 1512, 90]
kasdoni-l4: Β. ΚΑΣΔΟΝΗ	[1155, 824, 1476, 869]
col2-para-7: Εἰς ταῦτα ὁ κ. Ράλλης ἀπήντησε εἰς αὐτὸν ὅτι Ἀνάκτα ὅτι διὰ τοῦ πρωτοκόλλου τῆς εἰρήνης ὑποβάλλεται τὸ ἔθνος καὶ αὐτὸ δὲ ἀναγνωρίσαι τὰ δικαιώματα. Ἀλλὰ καὶ εἰς ταῦτα τὴν αὐτὴν ἀντέταξεν ἄρνησιν ὁ Βασιλεὺς στηριχθεὶς μάλιστα καὶ ἐπὶ ἐκθέσεως τοῦ Διαδόχου, ἐν ᾗ περιγράφεται ἡ κατάστασις τοῦ στρατοῦ.	[312, 1224, 559, 1370]
revelations-heading: ΑΠΟΚΑΛΥΨΕΙΣ	[372, 218, 559, 247]
col4-para3-2: Ἡ Εὐρωπαϊκὴ διπλωματία περιέπλεξε μᾶλλον ἀντὶ νὰ διευθετήσῃ τοὺς ὅρους τῆς εἰρήνης.	[850, 1100, 1126, 1148]
diafora-para-4: — Σήμερον ἑορτὴ τῆς ὑψώσεως τοῦ τιμίου Σταυροῦ δὲν ἑορτάζει ὁ κ. Σταῦρος Φλωρόπουλος.	[26, 1226, 293, 1274]
exchange-row	[26, 506, 293, 521]
col4-para3-1: ΠΑΡΙΣΙΟΙ,13 7βρίου (Διὰ Κερκύρας) —Τὸ «Φιγαρὼ» φρονεῖ ὅτι ἡ συνθήκη τῆς εἰρήνης εἶνε ἀσαφής, ἀρκετὸς δὲ καιρὸς θὰ παρέλθῃ μέχρις οὗ ἀποκατασταθῇ ἡ ὁριστικὴ εἰρήνη.	[850, 1014, 1126, 1095]
ad-osti	[1145, 100, 1486, 419]
col4-para-3: — Ὀπίσω! Ἀλλοίμονον εἰς ὅποιον πλησιάσῃ !	[850, 501, 1126, 532]
exchange-row	[26, 475, 293, 490]
emperor-heading: Ο ΑΥΤΟΚΡΑΤΩΡ ΞΙΦΟΥΛΚΩΝ	[902, 265, 1074, 280]
ship-l4: «ΑΓ. ΙΩΑΝΝΗΣ - ΕΛΠΙΣ»	[1235, 537, 1396, 552]
exchange-price: 37.35	[258, 506, 291, 520]
newspaper-title: ΕΜΠΡΟΣ 14 Σεπτεμβρίου 1897	[560, 28, 952, 53]
exchange-price: 32.50	[258, 490, 291, 505]
figaro-tag: [ΙΔΙΑΙΤΕΡΟΝ ΤΗΛΕΓΡΑΦΗΜΑ ΤΟΥ "ΕΜΠΡΟΣ"]	[861, 999, 1116, 1012]
exchange-security: Τρ. Ἀθηνῶν	[26, 581, 111, 596]
kasdoni-l6: ΓΑΝΤΙΑ Σουηδικὰ ἀνδρικά	[1225, 891, 1406, 907]
lyceum-address: 31-ΟΔΟΣ ΑΓ. ΚΩΝΣΤΑΝΤΙΝΟΥ-31	[34, 1774, 285, 1790]
diafora-para-3: — ΑΝΤΩΝΙΟΣ ΠΑΝΑΓΟΣ. Ἀπεβίωσε τὴν παρελθοῦσαν Κυριακὴν ἐν Γόρῃ ἐν τῷ μέσῳ τῶν αὐτῷ διακεκριμένων αὐτῆς μελῶν, ὁ Ἀντώνιος Παναγός. Δημιουργήματα τῶν δυνάμεων τοῦ διεκρίθη κατὰ τὸν μακρὸν ἐμπορικὸν του βίον ἐν τε ταῖς Ἀθήναις, ἐν Πειραιεῖ καὶ ἐν πολλαῖς πόλεσι τῆς Εὐρώπης διὰ τὴν ἄκραν τιμιότητα καὶ τὰ ἀνεπίληπτον τοῦ χαρακτῆρος του. Τὰς τοιαύτας δὲ ἀρετὰς τοῦ μετεστάντος ἐκτιμῶσα ἡ ὑβριστικὴ κοινωνία ἐπὶ πολλὰς κατέστησε ἐξελέξεν αὐτὸν δημοτικὸν σύμβουλον καὶ θανόντα ἤδη ἐκλαυσε πικρῶς.	[26, 992, 293, 1221]
kasdoni-l7: ΥΠΟΚΑΜΙΣΑ καὶ ΦΩΚΟΛ	[1217, 910, 1414, 929]
col4-para4-2: — Εὐθὺς ὡς ἀνέλαβα τὴν ἀρχὴν τοῦ ζητήματος τῶν ἐμπυρείων τῶν τορπιλλῶν συνεννοήθην μετὰ τοῦ ἐν Λονδίνῳ ἡμετέρου πρεσβευτοῦ καὶ ἐζήτησα ὅπως ἐνεργήσῃ τὴν ἀποστολὴν τῶν ἐμπυρείων. Τὰ ἐμπυρεῖα ἐπαραγγέλθησαν εἰς ὑπουργὸν τινα ἐμπορικὸν οἶκον τοῦ Λονδίνου, καὶ ἡ πρεσβεία ἀπήντησεν ὅτι εἰς τὸ πόρισμα τῆς ἐργασίας της.	[850, 1280, 1126, 1426]
osti-l2: ΘΕΛΕΙ ΝΑ ΠΡΟΜΗΘΕΥΘΗ	[1204, 181, 1427, 202]
ad-samprakou	[1145, 1377, 1486, 1648]
exchange-row	[26, 414, 293, 444]
exchange-security: Μάρκον	[150, 551, 254, 581]
samprakou-l2: ΣΑΜΠΡΑΚΟΥ	[1175, 1406, 1456, 1453]
zargani-l6: ΖΑΡΓΑΝΗ & ΡΑΚΙΤΖΗ	[1212, 1141, 1418, 1165]
lyceum2-title: ΕΛΛΗΝΙΚΟΝ ΛΥΚΕΙΟΝ	[55, 2238, 265, 2259]
story-title: ΤΟ ΟΡΦΑΝΟ ΕΛΛΗΝΟΠΟΥΛΟ	[1145, 1698, 1486, 1761]
col4-para2-3: Οἱ Πρεσβευταὶ δὲν κατώρθωσαν νὰ διατυπώσωσιν ἐννοίας ἀναμφιβόλους, ἡ δὲ συνθήκη δὲν εἶνε ἀριστούργημα διπλωματικῆς ἱκανότητος.	[850, 889, 1126, 954]
exchange-row	[26, 490, 293, 506]
col3-para3-1: Καὶ ἡ Κυβέρνησις ἀγνοεῖ τὴν ἀκριβῆ περίληψιν τῶν παραρτημάτων, ἅτινα παρακολουθοῦν τὸ πρωτόκολλον τῆς εἰρήνης. Φαίνεται ὅμως ὅτι τὸ πρωτόκολλον καὶ τὰ παραρτήματα τῶν πληροφοριῶν τῶν ἐγράφαμεν εἰς τὸ προηγούμενον φύλλον ἐξ ἰδιαιτέρων πληροφοριῶν.	[578, 1055, 832, 1185]
exchange-price: 41.—	[111, 445, 150, 475]
exchange-security: Δημ. Ἔργων	[26, 506, 111, 521]
almanac-day: ΚΥΡΙΑΚΗ, 14 Σεπτεμβρίου. — Ἀνατολή ἡλίου ὥρα 5 λ.49.—Δύσις ὥρα 5 λ.54	[26, 129, 293, 159]
col4-para2-1: ΛΟΝΔΙΝΟΝ 13 7βρίου (Διὰ Κερκύρας) —Οἱ «Καιροὶ» γράφουσιν ὅτι αἱ διαπραγματεύσεις περὶ συνομολογήσεως τῆς εἰρήνης δὲν ἦσαν ἁπλῆς φύσεως, διότι λήξωσιν εἰς ταχὺ συμπέρασμα, διότι ἕκαστον ἐντελέστερον συνεζητεῖτο ὑπὸ τῶν ἐξ ἑκατέρου ἐκ τῶν ἐπισήμων ὅλα οὐδέποτε ἦσαν σύμφωνοι μεταξύ των.	[850, 700, 1126, 831]
